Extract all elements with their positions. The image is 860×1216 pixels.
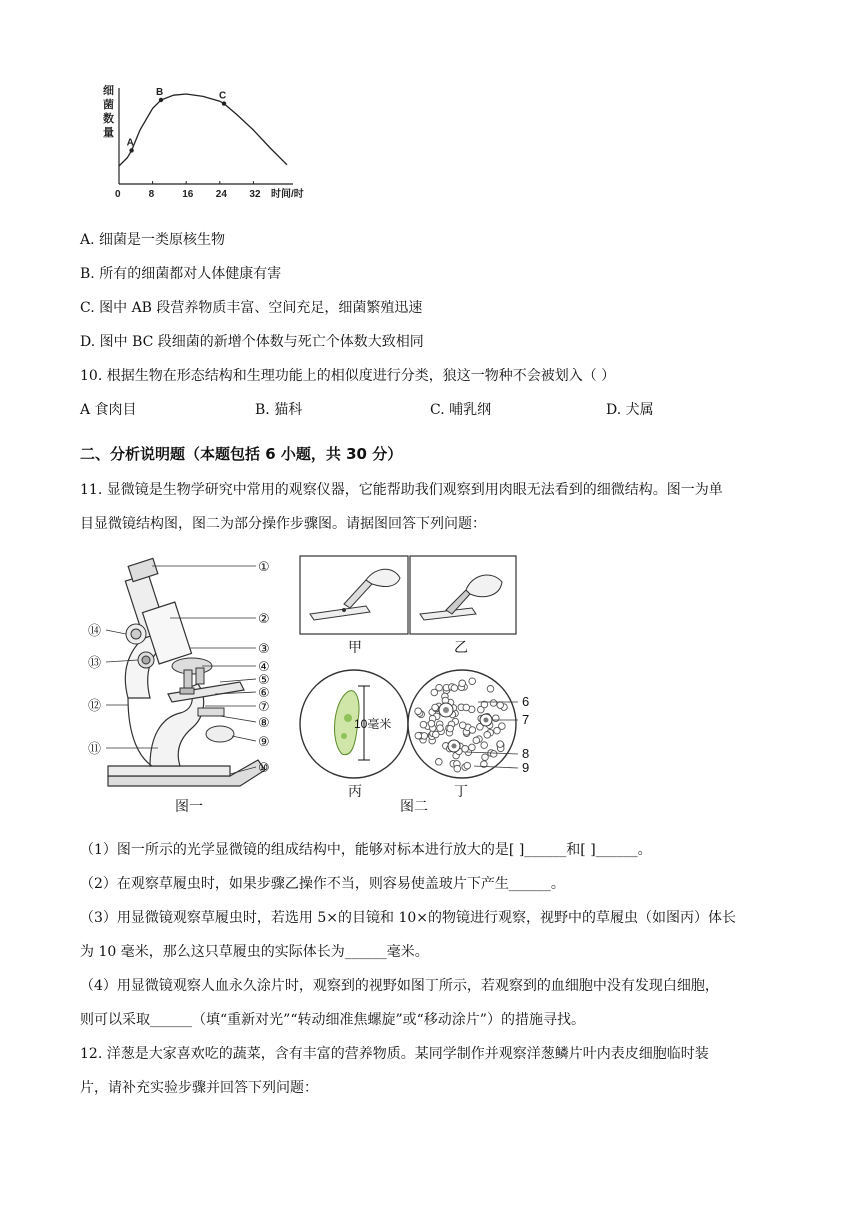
growth-curve	[119, 94, 287, 166]
red-blood-cell	[487, 686, 494, 693]
red-blood-cell	[481, 742, 488, 749]
callout-9: ⑨	[258, 734, 270, 749]
option-b: B. 所有的细菌都对人体健康有害	[80, 266, 282, 282]
q12-line1: 12. 洋葱是大家喜欢吃的蔬菜，含有丰富的营养物质。某同学制作并观察洋葱鳞片叶内表皮细胞临时装	[80, 1046, 709, 1062]
callout-5: ⑤	[258, 672, 270, 687]
y-axis-label-char: 量	[103, 127, 114, 139]
point-b	[159, 98, 163, 102]
callout-12: ⑫	[88, 698, 102, 713]
q10-option-d: D. 犬属	[606, 402, 654, 418]
microscope-figure	[80, 548, 290, 820]
q11-sub1: （1）图一所示的光学显微镜的组成结构中，能够对标本进行放大的是[ ]______和[ ]______。	[80, 842, 652, 858]
x-axis-label: 时间/时	[271, 189, 304, 200]
label-ding: 丁	[454, 783, 468, 799]
q10-option-a: A 食肉目	[80, 402, 137, 418]
red-blood-cell	[490, 700, 497, 707]
red-blood-cell	[462, 746, 469, 753]
red-blood-cell	[431, 689, 438, 696]
red-blood-cell	[484, 732, 491, 739]
ding-callout-6: 6	[522, 694, 530, 709]
red-blood-cell	[459, 722, 466, 729]
point-a	[129, 148, 133, 152]
point-label-b: B	[156, 87, 164, 98]
red-blood-cell	[463, 704, 470, 711]
red-blood-cell	[469, 727, 476, 734]
red-blood-cell	[415, 708, 422, 715]
q10-option-c: C. 哺乳纲	[430, 402, 492, 418]
red-blood-cell	[433, 731, 440, 738]
point-label-a: A	[126, 137, 134, 149]
q12-line2: 片，请补充实验步骤并回答下列问题：	[80, 1080, 318, 1096]
x-tick-label: 8	[148, 189, 155, 200]
section-title: 二、分析说明题（本题包括 6 小题，共 30 分）	[80, 445, 403, 463]
x-tick-label: 16	[182, 189, 194, 200]
callout-4: ④	[258, 659, 270, 674]
callout-13: ⑬	[88, 655, 102, 670]
callout-11: ⑪	[88, 741, 102, 756]
q11-sub3-line1: （3）用显微镜观察草履虫时，若选用 5×的目镜和 10×的物镜进行观察，视野中的草履虫（如图丙）体长	[80, 910, 736, 926]
label-bing: 丙	[348, 783, 362, 799]
red-blood-cell	[469, 744, 476, 751]
red-blood-cell	[420, 721, 427, 728]
red-blood-cell	[436, 759, 443, 766]
red-blood-cell	[451, 685, 458, 692]
label-yi: 乙	[454, 639, 468, 655]
red-blood-cell	[428, 720, 435, 727]
q11-stem-line1: 11. 显微镜是生物学研究中常用的观察仪器，它能帮助我们观察到用肉眼无法看到的细微结构。图一为单	[80, 482, 723, 498]
callout-3: ③	[258, 641, 270, 656]
callout-14: ⑭	[88, 623, 102, 638]
q11-sub4-line2: 则可以采取______（填“重新对光”“转动细准焦螺旋”或“移动涂片”）的措施寻找。	[80, 1012, 585, 1028]
red-blood-cell	[415, 732, 422, 739]
y-axis-label-char: 细	[103, 85, 114, 97]
red-blood-cell	[459, 680, 466, 687]
callout-7: ⑦	[258, 699, 270, 714]
option-d: D. 图中 BC 段细菌的新增个体数与死亡个体数大致相同	[80, 334, 424, 350]
y-axis-label-char: 菌	[103, 99, 114, 111]
y-axis-label-char: 数	[103, 113, 114, 125]
red-blood-cell	[454, 765, 461, 772]
q10-stem: 10. 根据生物在形态结构和生理功能上的相似度进行分类，狼这一物种不会被划入（ ）	[80, 368, 616, 384]
fig1-caption: 图一	[175, 798, 203, 814]
x-tick-label: 24	[215, 189, 227, 200]
option-a: A. 细菌是一类原核生物	[80, 232, 226, 248]
point-label-c: C	[219, 90, 227, 102]
red-blood-cell	[432, 704, 439, 711]
red-blood-cell	[482, 754, 489, 761]
operation-steps-figure	[296, 548, 541, 820]
red-blood-cell	[464, 762, 471, 769]
callout-10: ⑩	[258, 760, 270, 775]
red-blood-cell	[437, 725, 444, 732]
red-blood-cell	[490, 751, 497, 758]
q11-stem-line2: 目显微镜结构图，图二为部分操作步骤图。请据图回答下列问题：	[80, 516, 486, 532]
callout-2: ②	[258, 611, 270, 626]
q11-sub4-line1: （4）用显微镜观察人血永久涂片时，观察到的视野如图丁所示，若观察到的血细胞中没有发现白细胞，	[80, 978, 719, 994]
q11-sub3-line2: 为 10 毫米，那么这只草履虫的实际体长为______毫米。	[80, 944, 429, 960]
red-blood-cell	[469, 678, 476, 685]
point-c	[222, 101, 226, 105]
red-blood-cell	[493, 715, 500, 722]
bing-measure: 10毫米	[354, 717, 392, 731]
ding-callout-7: 7	[522, 712, 530, 727]
callout-1: ①	[258, 559, 270, 574]
red-blood-cell	[473, 737, 480, 744]
fig2-caption: 图二	[400, 798, 428, 814]
red-blood-cell	[497, 702, 504, 709]
q11-sub2: （2）在观察草履虫时，如果步骤乙操作不当，则容易使盖玻片下产生______。	[80, 876, 565, 892]
x-tick-label: 0	[115, 189, 121, 200]
callout-6: ⑥	[258, 685, 270, 700]
red-blood-cell	[497, 741, 504, 748]
x-tick-label: 32	[249, 189, 261, 200]
q10-option-b: B. 猫科	[255, 402, 303, 418]
label-jia: 甲	[348, 639, 362, 655]
red-blood-cell	[447, 725, 454, 732]
red-blood-cell	[494, 727, 501, 734]
option-c: C. 图中 AB 段营养物质丰富、空间充足，细菌繁殖迅速	[80, 300, 423, 316]
callout-8: ⑧	[258, 715, 270, 730]
bacteria-growth-chart	[95, 80, 305, 200]
ding-callout-8: 8	[522, 746, 530, 761]
ding-callout-9: 9	[522, 760, 530, 775]
